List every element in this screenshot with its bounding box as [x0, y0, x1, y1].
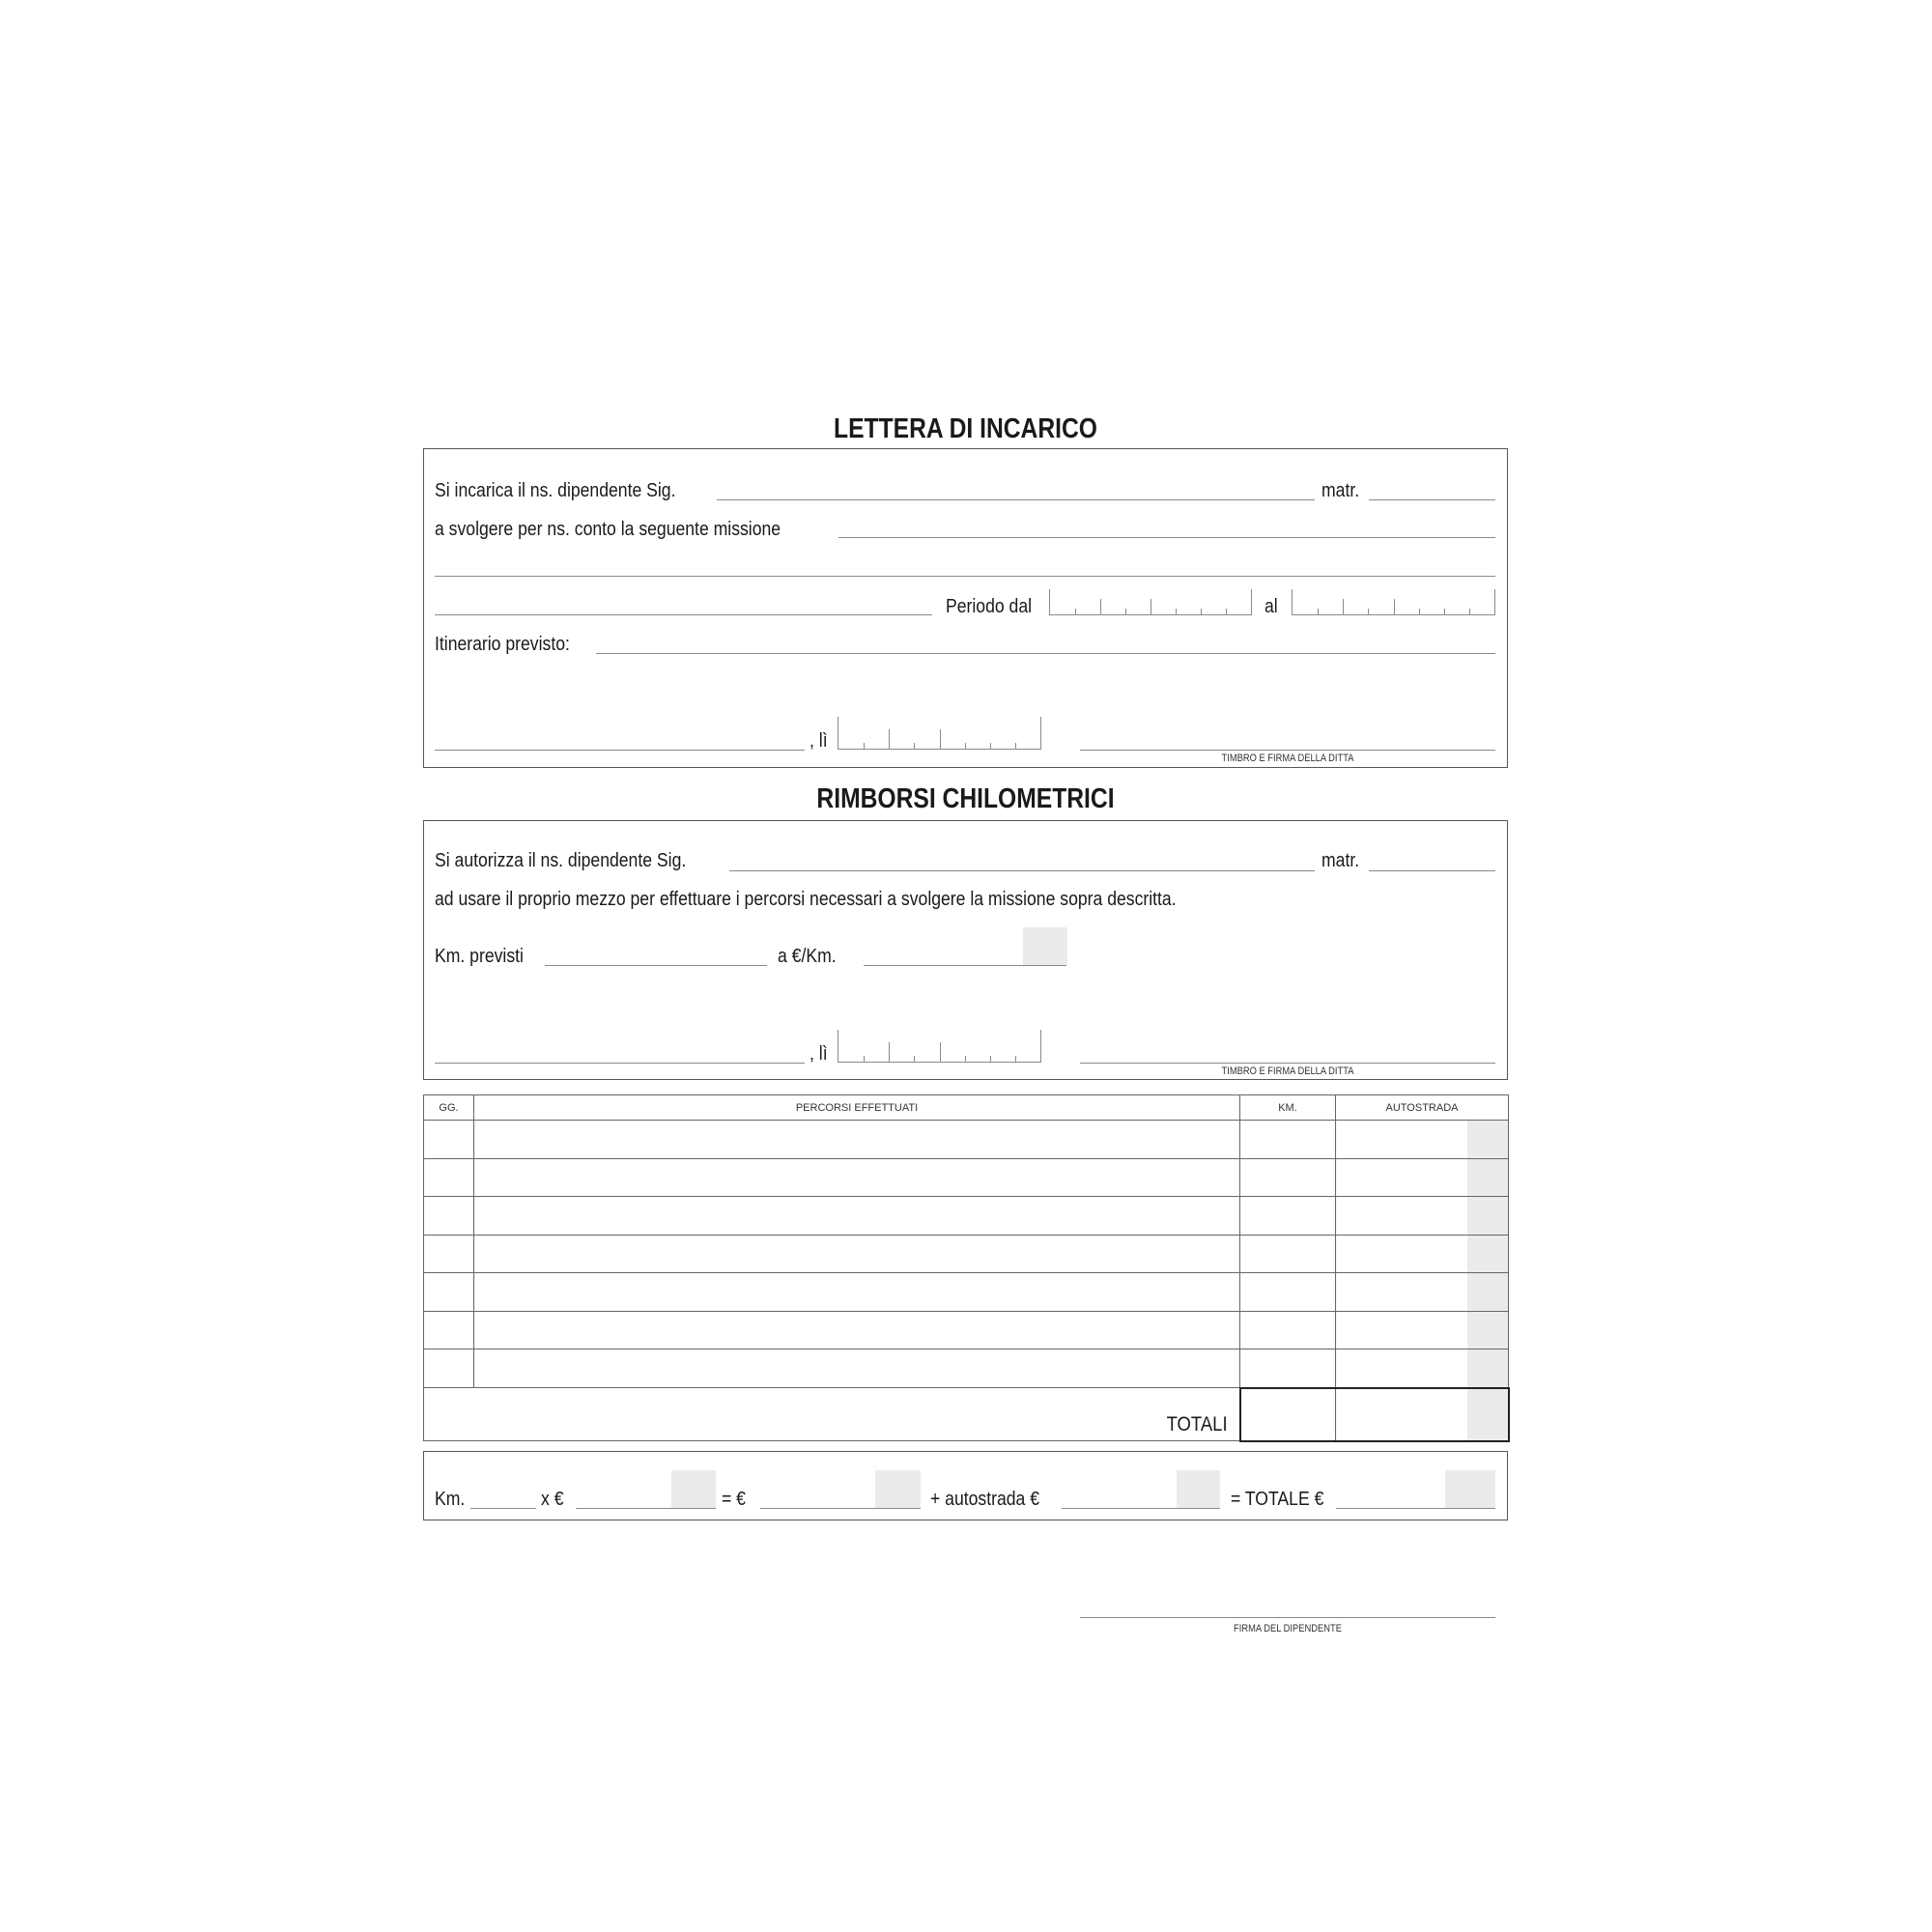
- rimborsi-luogo-field[interactable]: [435, 1063, 805, 1064]
- table-row: [424, 1273, 1509, 1312]
- rimborsi-signature-field[interactable]: [1080, 1063, 1495, 1064]
- percorso-cell[interactable]: [474, 1197, 1240, 1236]
- percorso-cell[interactable]: [474, 1235, 1240, 1273]
- km-previsti-field[interactable]: [545, 965, 767, 966]
- lettera-matr-label: matr.: [1321, 480, 1360, 501]
- gg-cell[interactable]: [424, 1158, 474, 1197]
- periodo-al-date-field[interactable]: [1292, 589, 1495, 615]
- calc-box: [423, 1451, 1508, 1520]
- rimborsi-title: RIMBORSI CHILOMETRICI: [816, 783, 1115, 814]
- itinerario-label: Itinerario previsto:: [435, 634, 570, 655]
- totals-label: TOTALI: [1166, 1413, 1228, 1435]
- lettera-missione-label: a svolgere per ns. conto la seguente missione: [435, 519, 781, 540]
- totals-km-cell[interactable]: [1240, 1388, 1336, 1441]
- lettera-missione-field-3[interactable]: [435, 614, 932, 615]
- gg-cell[interactable]: [424, 1121, 474, 1159]
- km-cell[interactable]: [1240, 1197, 1336, 1236]
- table-row: [424, 1311, 1509, 1350]
- rimborsi-matr-label: matr.: [1321, 850, 1360, 871]
- rimborsi-description: ad usare il proprio mezzo per effettuare i percorsi necessari a svolgere la missione sopra descritta.: [435, 889, 1177, 910]
- calc-subtotal-field[interactable]: [760, 1508, 921, 1509]
- percorso-cell[interactable]: [474, 1350, 1240, 1388]
- lettera-missione-field-2[interactable]: [435, 576, 1495, 577]
- table-row: [424, 1121, 1509, 1159]
- calc-times-label: x €: [541, 1489, 564, 1510]
- percorso-cell[interactable]: [474, 1273, 1240, 1312]
- calc-equals-label: = €: [722, 1489, 746, 1510]
- gg-cell[interactable]: [424, 1273, 474, 1312]
- autostrada-cell[interactable]: [1336, 1235, 1509, 1273]
- table-header-row: [424, 1095, 1509, 1121]
- km-cell[interactable]: [1240, 1273, 1336, 1312]
- table-row: [424, 1235, 1509, 1273]
- table-row: [424, 1197, 1509, 1236]
- percorso-cell[interactable]: [474, 1158, 1240, 1197]
- calc-shade-2: [875, 1470, 921, 1508]
- periodo-dal-date-field[interactable]: [1049, 589, 1252, 615]
- header-gg: GG.: [424, 1095, 474, 1121]
- periodo-dal-label: Periodo dal: [946, 596, 1033, 617]
- calc-km-field[interactable]: [470, 1508, 536, 1509]
- autostrada-cell[interactable]: [1336, 1121, 1509, 1159]
- rimborsi-signature-caption: TIMBRO E FIRMA DELLA DITTA: [1221, 1065, 1354, 1077]
- lettera-signature-caption: TIMBRO E FIRMA DELLA DITTA: [1221, 753, 1354, 764]
- itinerario-field[interactable]: [596, 653, 1495, 654]
- km-cell[interactable]: [1240, 1350, 1336, 1388]
- autostrada-cell[interactable]: [1336, 1311, 1509, 1350]
- percorso-cell[interactable]: [474, 1121, 1240, 1159]
- lettera-title: LETTERA DI INCARICO: [834, 413, 1097, 444]
- dipendente-signature-caption: FIRMA DEL DIPENDENTE: [1234, 1623, 1342, 1634]
- gg-cell[interactable]: [424, 1197, 474, 1236]
- periodo-al-label: al: [1264, 596, 1278, 617]
- calc-shade-1: [671, 1470, 716, 1508]
- table-row: [424, 1158, 1509, 1197]
- autostrada-cell[interactable]: [1336, 1197, 1509, 1236]
- rimborsi-dipendente-label: Si autorizza il ns. dipendente Sig.: [435, 850, 687, 871]
- header-percorsi: PERCORSI EFFETTUATI: [474, 1095, 1240, 1121]
- autostrada-cell[interactable]: [1336, 1350, 1509, 1388]
- rimborsi-dipendente-field[interactable]: [729, 870, 1315, 871]
- lettera-dipendente-field[interactable]: [717, 499, 1315, 500]
- gg-cell[interactable]: [424, 1350, 474, 1388]
- lettera-matr-field[interactable]: [1369, 499, 1495, 500]
- calc-autostrada-field[interactable]: [1062, 1508, 1220, 1509]
- calc-shade-3: [1177, 1470, 1220, 1508]
- gg-cell[interactable]: [424, 1311, 474, 1350]
- lettera-signature-field[interactable]: [1080, 750, 1495, 751]
- calc-totale-field[interactable]: [1336, 1508, 1495, 1509]
- header-autostrada: AUTOSTRADA: [1336, 1095, 1509, 1121]
- calc-shade-4: [1445, 1470, 1495, 1508]
- km-cell[interactable]: [1240, 1235, 1336, 1273]
- totals-row: [424, 1388, 1509, 1441]
- rate-label: a €/Km.: [778, 946, 837, 967]
- rimborsi-matr-field[interactable]: [1369, 870, 1495, 871]
- dipendente-signature-field[interactable]: [1080, 1617, 1495, 1618]
- lettera-date-field[interactable]: [838, 717, 1041, 750]
- lettera-luogo-field[interactable]: [435, 750, 805, 751]
- km-cell[interactable]: [1240, 1121, 1336, 1159]
- percorsi-table: [423, 1094, 1510, 1442]
- km-cell[interactable]: [1240, 1311, 1336, 1350]
- rimborsi-date-field[interactable]: [838, 1030, 1041, 1063]
- km-cell[interactable]: [1240, 1158, 1336, 1197]
- lettera-dipendente-label: Si incarica il ns. dipendente Sig.: [435, 480, 676, 501]
- calc-autostrada-label: + autostrada €: [930, 1489, 1040, 1510]
- calc-totale-label: = TOTALE €: [1231, 1489, 1324, 1510]
- table-row: [424, 1350, 1509, 1388]
- lettera-li-label: , lì: [810, 730, 828, 752]
- rate-field[interactable]: [864, 965, 1066, 966]
- calc-km-label: Km.: [435, 1489, 466, 1510]
- totals-autostrada-cell[interactable]: [1336, 1388, 1509, 1441]
- calc-rate-field[interactable]: [576, 1508, 716, 1509]
- rimborsi-li-label: , lì: [810, 1043, 828, 1065]
- autostrada-cell[interactable]: [1336, 1273, 1509, 1312]
- autostrada-cell[interactable]: [1336, 1158, 1509, 1197]
- gg-cell[interactable]: [424, 1235, 474, 1273]
- header-km: KM.: [1240, 1095, 1336, 1121]
- percorso-cell[interactable]: [474, 1311, 1240, 1350]
- km-previsti-label: Km. previsti: [435, 946, 524, 967]
- rate-shaded-cents: [1023, 927, 1067, 965]
- lettera-missione-field[interactable]: [838, 537, 1495, 538]
